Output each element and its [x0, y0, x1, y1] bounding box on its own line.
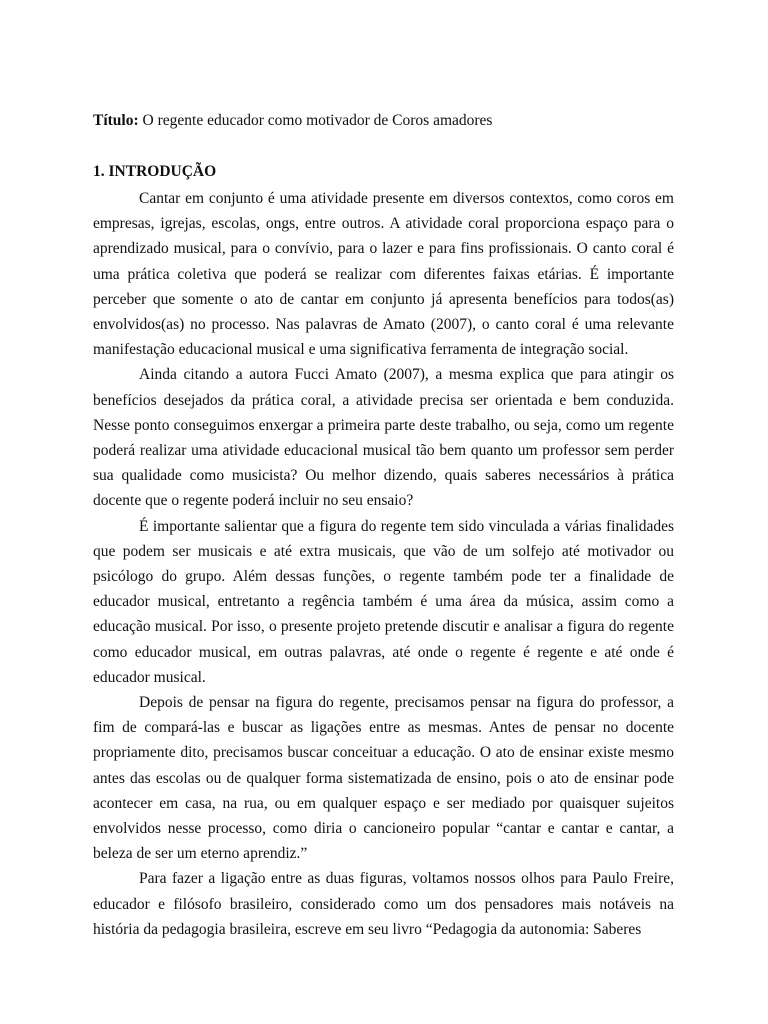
- document-title: [93, 110, 492, 132]
- title-text: O regente educador como motivador de Coros amadores: [138, 112, 493, 129]
- paragraph-5: Para fazer a ligação entre as duas figuras, voltamos nossos olhos para Paulo Freire, educador e filósofo brasileiro, considerado como um dos pensadores mais notáveis na história da pedagogia brasileira, escreve em seu livro “Pedagogia da autonomia: Saberes: [93, 870, 674, 938]
- paragraph-3: É importante salientar que a figura do regente tem sido vinculada a várias finalidades que podem ser musicais e até extra musicais, que vão de um solfejo até motivador ou psicólogo do grupo. Além dessas funções, o regente também pode ter a finalidade de educador musical, entretanto a regência também é uma área da música, assim como a educação musical. Por isso, o presente projeto pretende discutir e analisar a figura do regente como educador musical, em outras palavras, até onde o regente é regente e até onde é educador musical.: [93, 517, 674, 686]
- paragraph-4: Depois de pensar na figura do regente, precisamos pensar na figura do professor, a fim de compará-las e buscar as ligações entre as mesmas. Antes de pensar no docente propriamente dito, precisamos buscar conceituar a educação. O ato de ensinar existe mesmo antes das escolas ou de qualquer forma sistematizada de ensino, pois o ato de ensinar pode acontecer em casa, na rua, ou em qualquer espaço e ser mediado por quaisquer sujeitos envolvidos nesse processo, como diria o cancioneiro popular “cantar e cantar e cantar, a beleza de ser um eterno aprendiz.”: [93, 694, 674, 863]
- section-heading: 1. INTRODUÇÃO: [93, 163, 217, 180]
- paragraph-2: Ainda citando a autora Fucci Amato (2007), a mesma explica que para atingir os benefícios desejados da prática coral, a atividade precisa ser orientada e bem conduzida. Nesse ponto conseguimos enxergar a primeira parte deste trabalho, ou seja, como um regente poderá realizar uma atividade educacional musical tão bem quanto um professor sem perder sua qualidade como musicista? Ou melhor dizendo, quais saberes necessários à prática docente que o regente poderá incluir no seu ensaio?: [93, 366, 674, 510]
- paragraph-1: Cantar em conjunto é uma atividade presente em diversos contextos, como coros em empresas, igrejas, escolas, ongs, entre outros. A atividade coral proporciona espaço para o aprendizado musical, para o convívio, para o lazer e para fins profissionais. O canto coral é uma prática coletiva que poderá se realizar com diferentes faixas etárias. É importante perceber que somente o ato de cantar em conjunto já apresenta benefícios para todos(as) envolvidos(as) no processo. Nas palavras de Amato (2007), o canto coral é uma relevante manifestação educacional musical e uma significativa ferramenta de integração social.: [93, 190, 674, 359]
- body-text: [93, 186, 674, 942]
- title-label: Título:: [93, 112, 139, 129]
